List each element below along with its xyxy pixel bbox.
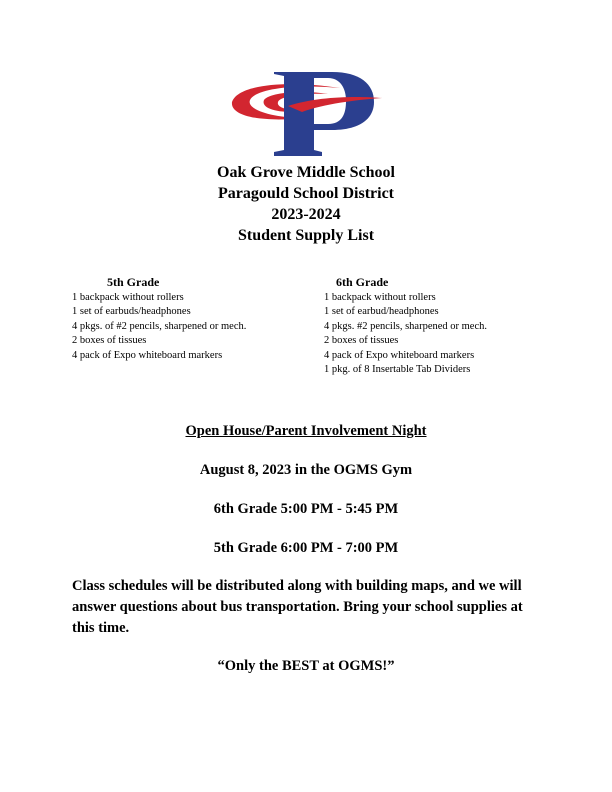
event-time-5th: 5th Grade 6:00 PM - 7:00 PM [213, 540, 399, 556]
school-logo [228, 66, 384, 158]
list-item: 1 pkg. of 8 Insertable Tab Dividers [324, 364, 471, 376]
document-header [0, 162, 612, 246]
list-item: 1 set of earbuds/headphones [72, 306, 191, 318]
column-heading: 6th Grade [336, 275, 389, 289]
event-date: August 8, 2023 in the OGMS Gym [199, 462, 413, 478]
list-item: 4 pack of Expo whiteboard markers [324, 349, 475, 361]
list-item: 1 set of earbud/headphones [324, 306, 439, 318]
list-item: 2 boxes of tissues [72, 335, 147, 347]
school-year: 2023-2024 [271, 206, 341, 223]
list-item: 4 pack of Expo whiteboard markers [72, 349, 223, 361]
column-heading: 5th Grade [107, 275, 160, 289]
logo-letter-p [274, 72, 374, 156]
school-name: Oak Grove Middle School [217, 164, 395, 181]
event-title: Open House/Parent Involvement Night [185, 423, 427, 439]
district-name: Paragould School District [218, 185, 394, 202]
list-item: 2 boxes of tissues [324, 335, 399, 347]
list-item: 4 pkgs. of #2 pencils, sharpened or mech. [72, 320, 247, 332]
list-item: 4 pkgs. #2 pencils, sharpened or mech. [324, 320, 488, 332]
supply-list-5th-grade [72, 275, 312, 363]
document-title: Student Supply List [237, 227, 375, 244]
event-paragraph: Class schedules will be distributed along with building maps, and we will answer questions about bus transportation. Bring your school supplies at this time. [72, 578, 523, 636]
event-time-6th: 6th Grade 5:00 PM - 5:45 PM [213, 501, 399, 517]
list-item: 1 backpack without rollers [72, 292, 184, 303]
school-motto: “Only the BEST at OGMS!” [217, 658, 395, 674]
list-item: 1 backpack without rollers [324, 292, 436, 303]
supply-list-6th-grade [324, 275, 564, 377]
